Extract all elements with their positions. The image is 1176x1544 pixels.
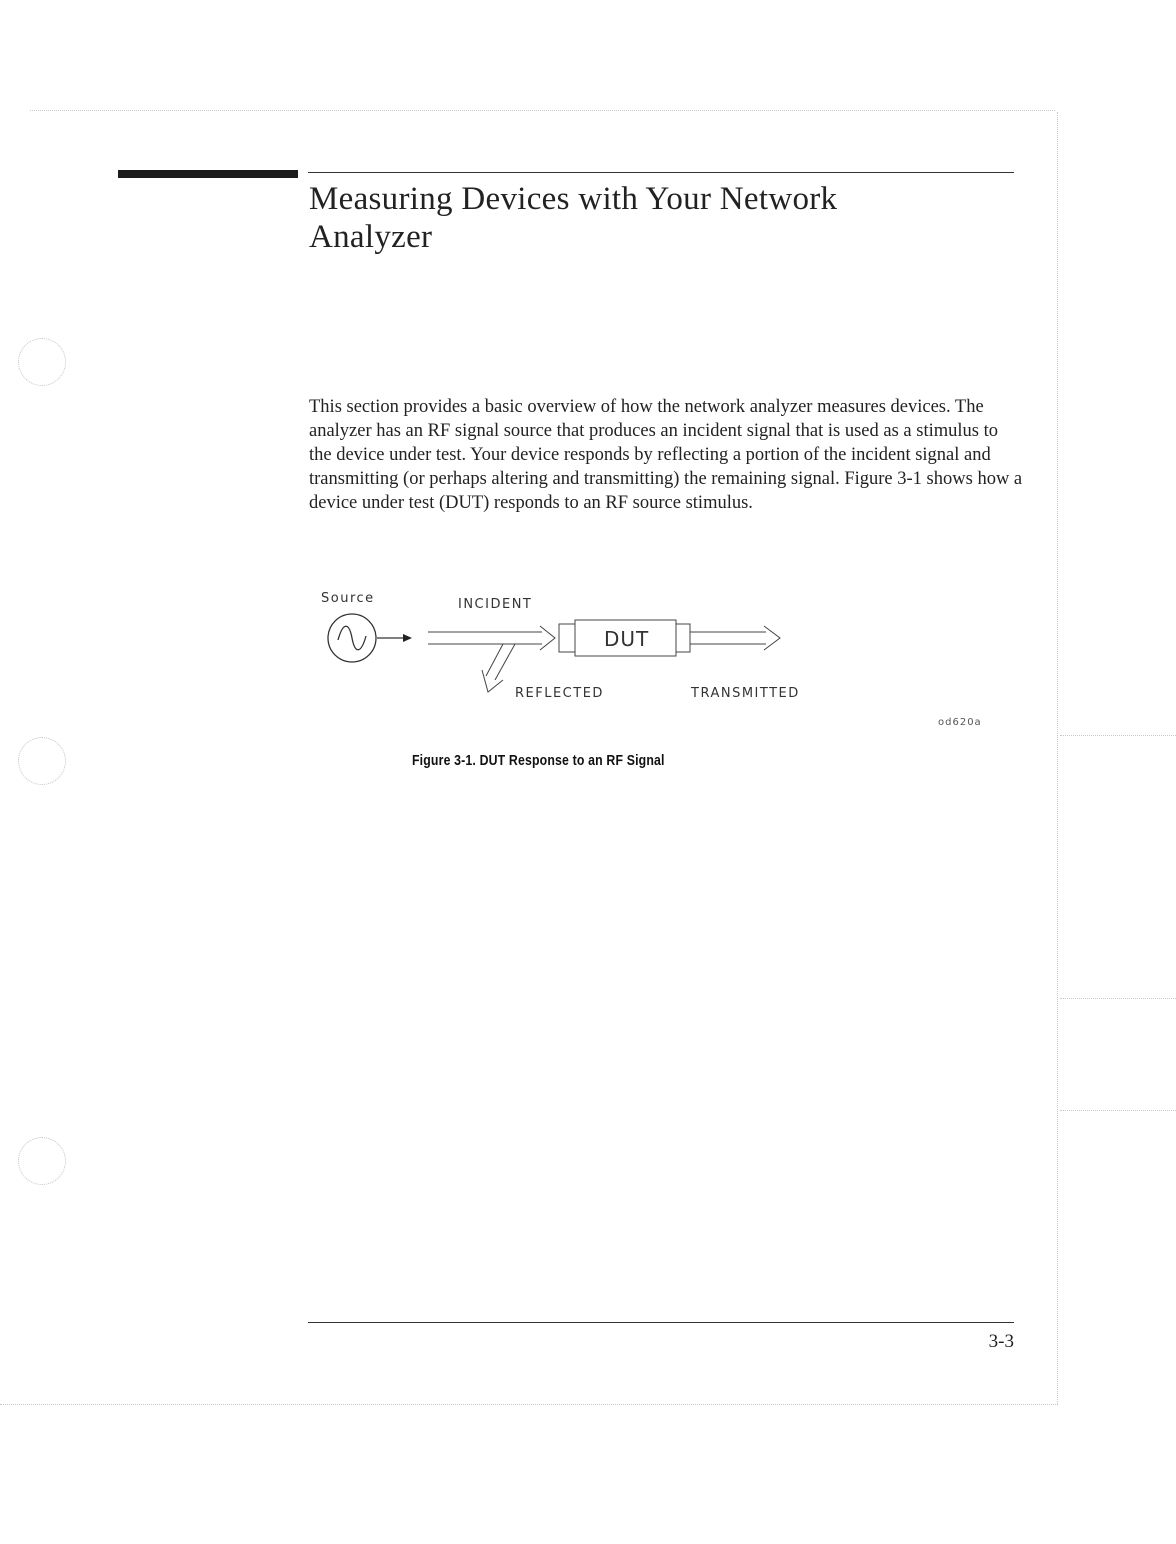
incident-label: INCIDENT [458,597,533,612]
scan-edge-top [30,110,1055,111]
reflected-label: REFLECTED [515,686,604,701]
reflected-arrow [482,644,515,692]
scan-edge-right [1057,112,1058,1404]
page-number: 3-3 [988,1331,1014,1352]
punch-hole-middle [18,737,66,785]
scan-tab-line-1 [1060,735,1176,736]
section-marker-bar [118,170,298,178]
incident-arrow [428,626,555,650]
punch-hole-bottom [18,1137,66,1185]
figure-art-id: od620a [938,717,982,728]
dut-response-diagram [300,580,1000,740]
source-label: Source [321,591,375,606]
header-rule [308,172,1014,173]
scan-edge-bottom [0,1404,1058,1405]
dut-block [559,620,690,656]
dut-label: DUT [604,627,650,651]
section-title-line-2: Analyzer [309,219,433,255]
scan-tab-line-2 [1060,998,1176,999]
source-arrow [377,634,412,642]
punch-hole-top [18,338,66,386]
figure-caption: Figure 3-1. DUT Response to an RF Signal [412,752,665,769]
body-paragraph: This section provides a basic overview of how the network analyzer measures devices. The analyzer has an RF signal source that produces an incident signal that is used as a stimulus to the device under test. Your device responds by reflecting a portion of the incident signal and transmitting (or perhaps altering and transmitting) the remaining signal. Figure 3-1 shows how a device under test (DUT) responds to an RF source stimulus. [309,397,1023,513]
scan-tab-line-3 [1060,1110,1176,1111]
footer-rule [308,1322,1014,1323]
rf-source-icon [328,614,376,662]
section-title [309,180,1029,256]
transmitted-label: TRANSMITTED [691,686,800,701]
transmitted-arrow [690,626,780,650]
section-title-line-1: Measuring Devices with Your Network [309,181,838,217]
